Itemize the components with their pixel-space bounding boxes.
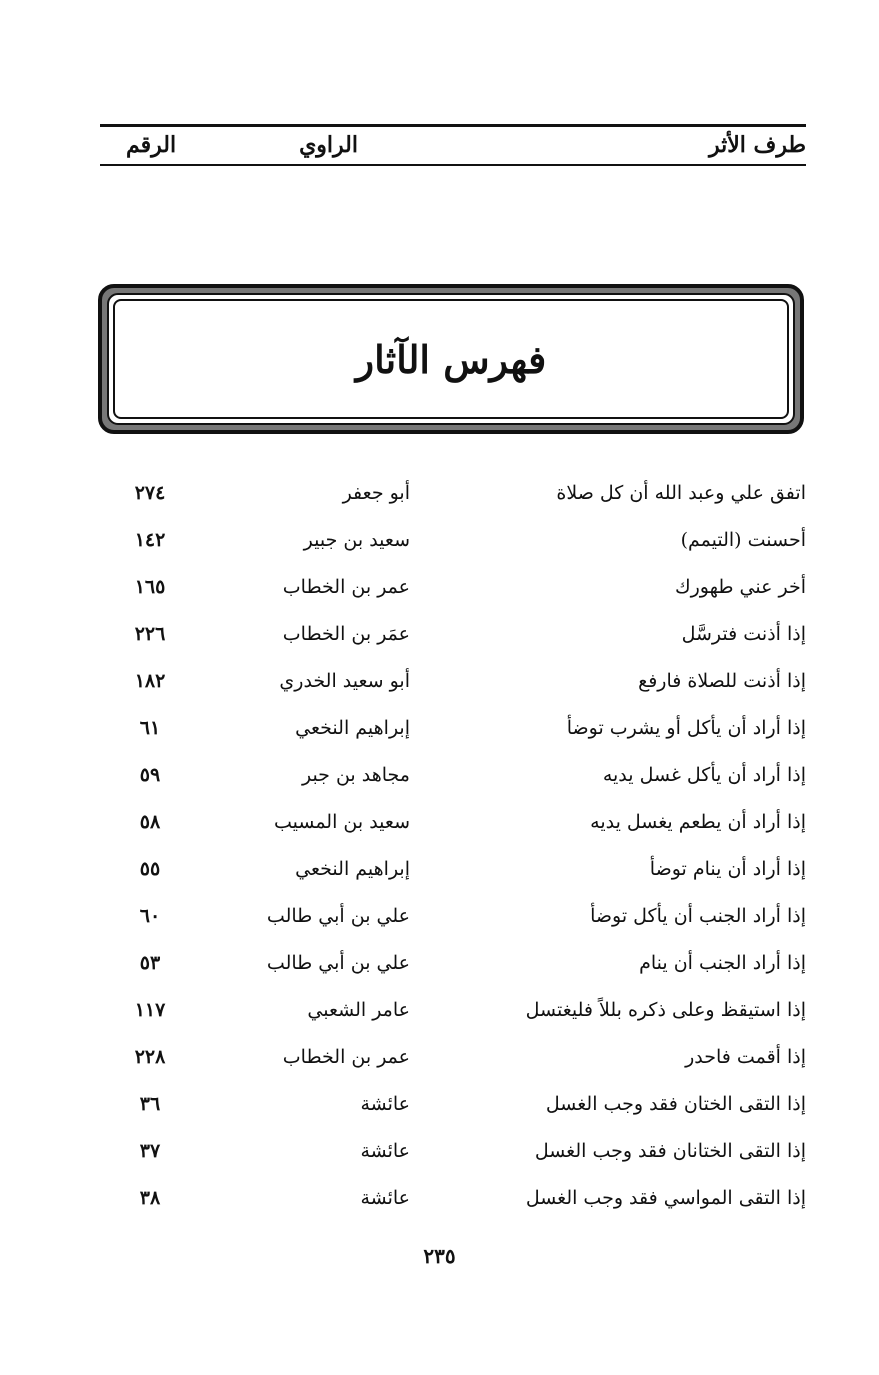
- narrator-name: إبراهيم النخعي: [295, 858, 410, 880]
- narrator-name: عائشة: [360, 1187, 410, 1209]
- narrator-name: عائشة: [360, 1140, 410, 1162]
- narrator-name: سعيد بن المسيب: [273, 811, 410, 833]
- index-row: [100, 1034, 806, 1081]
- reference-number: ٢٢٨: [134, 1046, 166, 1068]
- hadith-text: إذا التقى الختان فقد وجب الغسل: [545, 1093, 806, 1115]
- hadith-text: إذا أراد أن يأكل أو يشرب توضأ: [566, 717, 806, 739]
- hadith-text: إذا أقمت فاحدر: [685, 1046, 806, 1068]
- hadith-text: إذا أذنت فترسَّل: [681, 623, 806, 645]
- reference-number: ٢٧٤: [134, 482, 166, 504]
- index-row: [100, 470, 806, 517]
- reference-number: ٦٠: [139, 905, 161, 927]
- page-title: فهرس الآثار: [355, 336, 547, 382]
- title-frame-inner: [107, 293, 795, 425]
- index-list: [100, 470, 806, 1222]
- reference-number: ١٨٢: [134, 670, 166, 692]
- hadith-text: أخر عني طهورك: [674, 576, 806, 598]
- narrator-name: أبو سعيد الخدري: [279, 670, 410, 692]
- hadith-text: إذا التقى المواسي فقد وجب الغسل: [525, 1187, 806, 1209]
- index-row: [100, 705, 806, 752]
- hadith-text: إذا استيقظ وعلى ذكره بللاً فليغتسل: [525, 999, 806, 1021]
- narrator-name: عمر بن الخطاب: [282, 576, 410, 598]
- reference-number: ٥٩: [139, 764, 161, 786]
- running-header: [100, 124, 806, 166]
- reference-number: ٥٥: [139, 858, 161, 880]
- narrator-name: عمَر بن الخطاب: [282, 623, 410, 645]
- reference-number: ٦١: [139, 717, 161, 739]
- narrator-name: علي بن أبي طالب: [266, 905, 410, 927]
- index-row: [100, 893, 806, 940]
- index-row: [100, 846, 806, 893]
- narrator-name: علي بن أبي طالب: [266, 952, 410, 974]
- index-row: [100, 940, 806, 987]
- reference-number: ١٦٥: [134, 576, 166, 598]
- hadith-text: إذا أراد الجنب أن يأكل توضأ: [590, 905, 806, 927]
- header-narrator-label: الراوي: [299, 132, 358, 158]
- index-row: [100, 517, 806, 564]
- hadith-text: إذا أراد أن يأكل غسل يديه: [602, 764, 806, 786]
- hadith-text: إذا أذنت للصلاة فارفع: [638, 670, 806, 692]
- index-row: [100, 658, 806, 705]
- index-row: [100, 752, 806, 799]
- reference-number: ١١٧: [134, 999, 166, 1021]
- header-bottom-rule: [100, 164, 806, 166]
- index-row: [100, 1128, 806, 1175]
- reference-number: ٣٦: [139, 1093, 161, 1115]
- header-hadith-label: طرف الأثر: [708, 132, 806, 158]
- reference-number: ٣٨: [139, 1187, 161, 1209]
- narrator-name: سعيد بن جبير: [303, 529, 410, 551]
- title-frame: [98, 284, 804, 434]
- page-number: ٢٣٥: [423, 1244, 456, 1268]
- narrator-name: عامر الشعبي: [307, 999, 410, 1021]
- narrator-name: أبو جعفر: [342, 482, 410, 504]
- hadith-text: إذا التقى الختانان فقد وجب الغسل: [534, 1140, 806, 1162]
- reference-number: ٥٣: [139, 952, 161, 974]
- reference-number: ٢٢٦: [134, 623, 166, 645]
- hadith-text: إذا أراد الجنب أن ينام: [639, 952, 806, 974]
- reference-number: ٣٧: [139, 1140, 161, 1162]
- index-row: [100, 987, 806, 1034]
- index-row: [100, 611, 806, 658]
- narrator-name: إبراهيم النخعي: [295, 717, 410, 739]
- index-row: [100, 564, 806, 611]
- hadith-text: إذا أراد أن يطعم يغسل يديه: [590, 811, 806, 833]
- index-row: [100, 1081, 806, 1128]
- hadith-text: اتفق علي وعبد الله أن كل صلاة: [556, 482, 806, 504]
- reference-number: ٥٨: [139, 811, 161, 833]
- narrator-name: عائشة: [360, 1093, 410, 1115]
- title-frame-core: [113, 299, 789, 419]
- narrator-name: مجاهد بن جبر: [301, 764, 410, 786]
- header-top-rule: [100, 124, 806, 127]
- narrator-name: عمر بن الخطاب: [282, 1046, 410, 1068]
- header-number-label: الرقم: [126, 132, 177, 158]
- index-row: [100, 799, 806, 846]
- index-row: [100, 1175, 806, 1222]
- hadith-text: أحسنت (التيمم): [680, 529, 806, 551]
- hadith-text: إذا أراد أن ينام توضأ: [649, 858, 806, 880]
- reference-number: ١٤٢: [134, 529, 166, 551]
